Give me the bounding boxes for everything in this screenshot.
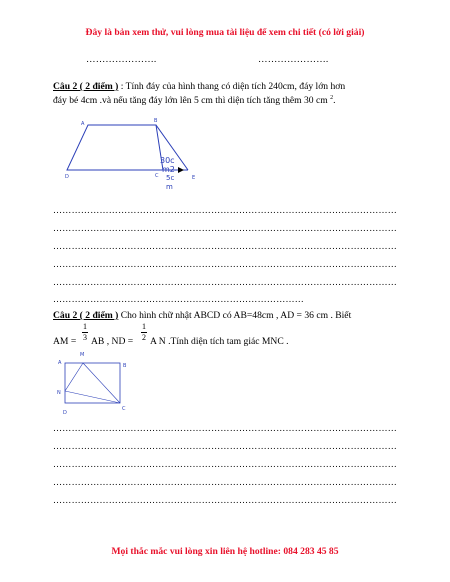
answer-line: ………………………………………………………………………………………………… (53, 477, 398, 487)
area-label-1: 30c (160, 156, 175, 165)
trapezoid-shape (67, 125, 163, 170)
question-1-title: Câu 2 ( 2 điểm ) (53, 81, 119, 92)
answer-line: ………………………………………………………………………………………………… (53, 259, 398, 269)
length-label-2: m (166, 183, 173, 191)
area-label-2: m2 (162, 165, 175, 174)
segment-nc (65, 391, 120, 403)
question-1-text: : Tính đáy của hình thang có diện tích 240cm, đáy lớn hơn (118, 81, 346, 92)
answer-line: ………………………………………………………………………………………………… (53, 459, 398, 469)
preview-notice: Đây là bản xem thử, vui lòng mua tài liệu để xem chi tiết (có lời giải) (85, 27, 365, 38)
vertex-c-label: C (122, 406, 126, 412)
question-1-line2 (53, 95, 336, 106)
vertex-d-label: D (63, 410, 67, 416)
length-label-1: 5c (166, 174, 175, 182)
answer-line: ………………………………………………………………………………………………… (53, 223, 398, 233)
fraction-numerator: 1 (83, 322, 87, 331)
vertex-e-label: E (192, 175, 196, 181)
question-2-line1 (53, 310, 351, 321)
question-2-title: Câu 2 ( 2 điểm ) (53, 310, 119, 321)
fraction-denominator: 2 (142, 333, 146, 342)
answer-line: ………………………………………………………………………………………………… (53, 277, 398, 287)
period: . (333, 95, 336, 107)
rectangle-figure (55, 348, 135, 420)
answer-line: ………………………………………………………………………………………………… (53, 495, 398, 505)
vertex-a-label: A (58, 360, 62, 366)
blank-right: …………………. (258, 55, 329, 65)
fraction-one-half (138, 322, 150, 343)
question-2-tail: A N .Tính diện tích tam giác MNC . (150, 336, 289, 347)
answer-line: ………………………………………………………………………………………………… (53, 441, 398, 451)
answer-line: ………………………………………………………………………………………………… (53, 205, 398, 215)
fraction-denominator: 3 (83, 333, 87, 342)
fraction-one-third (79, 322, 91, 343)
vertex-b-label: B (123, 363, 127, 369)
segment-mc (83, 363, 120, 403)
vertex-b-label: B (154, 118, 158, 124)
point-m-label: M (80, 352, 85, 358)
question-1-line1 (53, 81, 345, 92)
arrow-head (178, 167, 184, 173)
vertex-d-label: D (65, 174, 69, 180)
vertex-c-label: C (155, 173, 159, 179)
answer-line: ………………………………………………………………………………………………… (53, 241, 398, 251)
answer-line-short: ……………………………………………………………………… (53, 294, 305, 304)
hotline-footer: Mọi thắc mắc vui lòng xin liên hệ hotline: 084 283 45 85 (111, 546, 339, 557)
question-2-text: Cho hình chữ nhật ABCD có AB=48cm , AD = 36 cm . Biết (118, 310, 352, 321)
answer-line: ………………………………………………………………………………………………… (53, 423, 398, 433)
ab-nd-label: AB , ND = (91, 336, 134, 347)
question-1-text-2: đáy bé 4cm .và nếu tăng đáy lớn lên 5 cm thì diện tích tăng thêm 30 cm (53, 95, 328, 107)
blank-left: …………………. (86, 55, 157, 65)
segment-mn (65, 363, 83, 391)
superscript: 2 (330, 95, 334, 101)
trapezoid-figure (60, 115, 210, 195)
vertex-a-label: A (81, 121, 85, 127)
fraction-numerator: 1 (142, 322, 146, 331)
point-n-label: N (57, 390, 61, 396)
am-label: AM = (53, 336, 77, 347)
